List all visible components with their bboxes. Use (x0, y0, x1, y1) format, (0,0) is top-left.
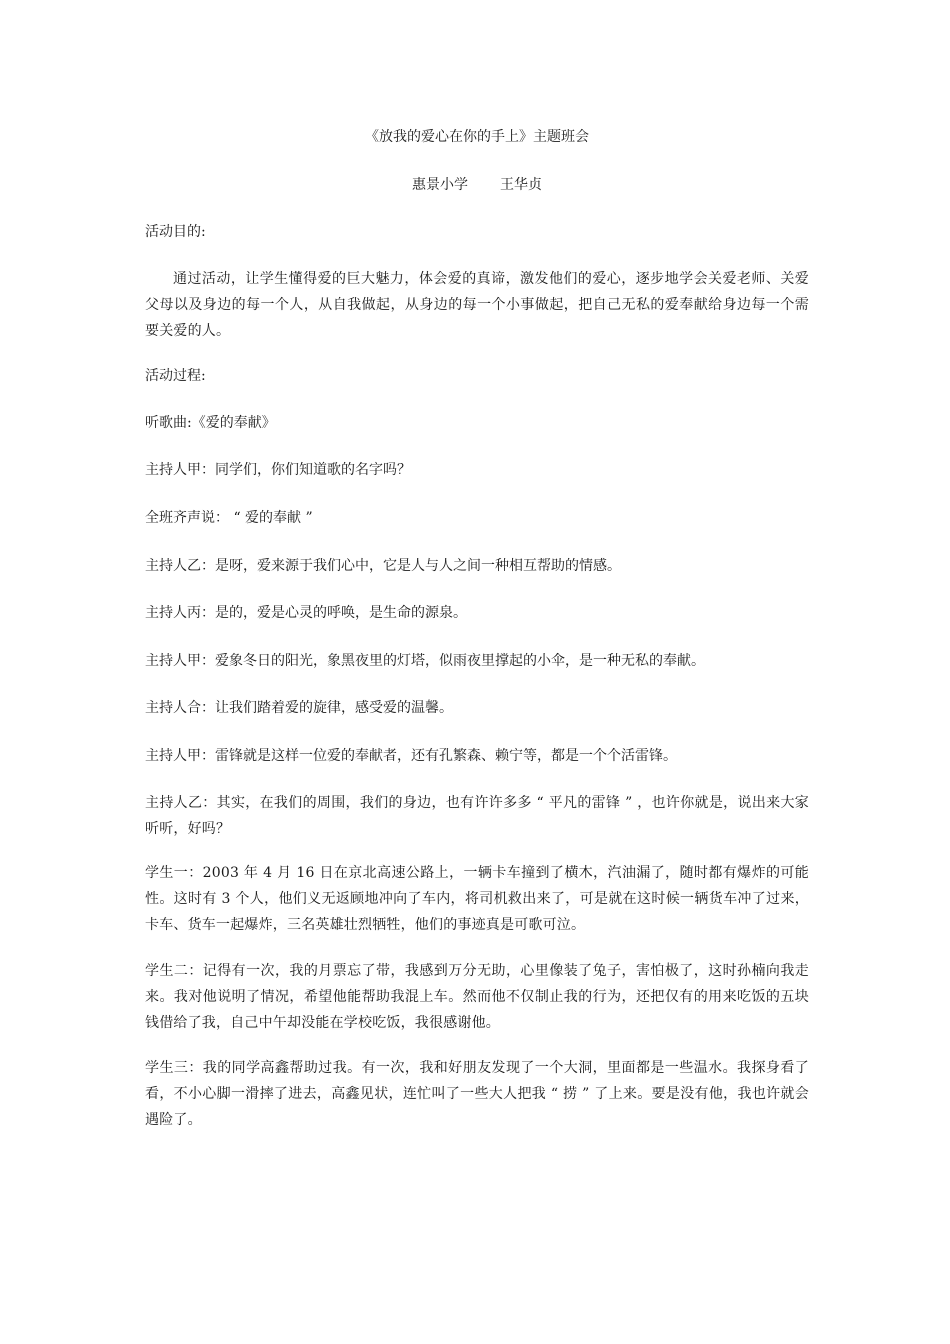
dialogue-line: 主持人甲：同学们，你们知道歌的名字吗？ (145, 462, 411, 478)
purpose-heading: 活动目的: (145, 224, 206, 240)
dialogue-line: 主持人甲：爱象冬日的阳光，象黑夜里的灯塔，似雨夜里撑起的小伞，是一种无私的奉献。 (145, 653, 705, 669)
dialogue-line: 全班齐声说： “ 爱的奉献 ” (145, 510, 313, 526)
author-name: 王华贞 (500, 177, 542, 193)
process-heading: 活动过程: (145, 368, 206, 384)
dialogue-line: 主持人合：让我们踏着爱的旋律，感受爱的温馨。 (145, 700, 453, 716)
student-story: 学生二：记得有一次，我的月票忘了带，我感到万分无助，心里像装了兔子，害怕极了，这时孙楠向我走来。我对他说明了情况，希望他能帮助我混上车。然而他不仅制止我的行为，还把仅有的用来吃饭的五块钱借给了我，自己中午却没能在学校吃饭，我很感谢他。 (145, 963, 809, 1031)
dialogue-line: 主持人丙：是的，爱是心灵的呼唤，是生命的源泉。 (145, 605, 467, 621)
song-line: 听歌曲:《爱的奉献》 (145, 415, 276, 431)
dialogue-line: 主持人乙：是呀，爱来源于我们心中，它是人与人之间一种相互帮助的情感。 (145, 558, 621, 574)
student-story: 学生一：2003 年 4 月 16 日在京北高速公路上，一辆卡车撞到了横木，汽油漏了，随时都有爆炸的可能性。这时有 3 个人，他们义无返顾地冲向了车内，将司机救出来了，可是就在这时候一辆货车冲了过来，卡车、货车一起爆炸，三名英雄壮烈牺牲，他们的事迹真是可歌可泣。 (145, 865, 809, 933)
document-title: 《放我的爱心在你的手上》主题班会 (365, 129, 589, 145)
host-b-question: 主持人乙：其实，在我们的周围，我们的身边，也有许许多多 “ 平凡的雷锋 ” ，也许你就是，说出来大家听听，好吗？ (145, 795, 809, 837)
document-page (145, 0, 809, 1344)
purpose-paragraph: 通过活动，让学生懂得爱的巨大魅力，体会爱的真谛，激发他们的爱心，逐步地学会关爱老师、关爱父母以及身边的每一个人，从自我做起，从身边的每一个小事做起，把自己无私的爱奉献给身边每一个需要关爱的人。 (145, 271, 809, 339)
school-name: 惠景小学 (412, 177, 468, 193)
author-line (145, 172, 809, 198)
student-story: 学生三：我的同学高鑫帮助过我。有一次，我和好朋友发现了一个大洞，里面都是一些温水。我探身看了看，不小心脚一滑摔了进去，高鑫见状，连忙叫了一些大人把我 “ 捞 ” 了上来。要是没有他，我也许就会遇险了。 (145, 1060, 809, 1128)
dialogue-line: 主持人甲：雷锋就是这样一位爱的奉献者，还有孔繁森、赖宁等，都是一个个活雷锋。 (145, 748, 677, 764)
